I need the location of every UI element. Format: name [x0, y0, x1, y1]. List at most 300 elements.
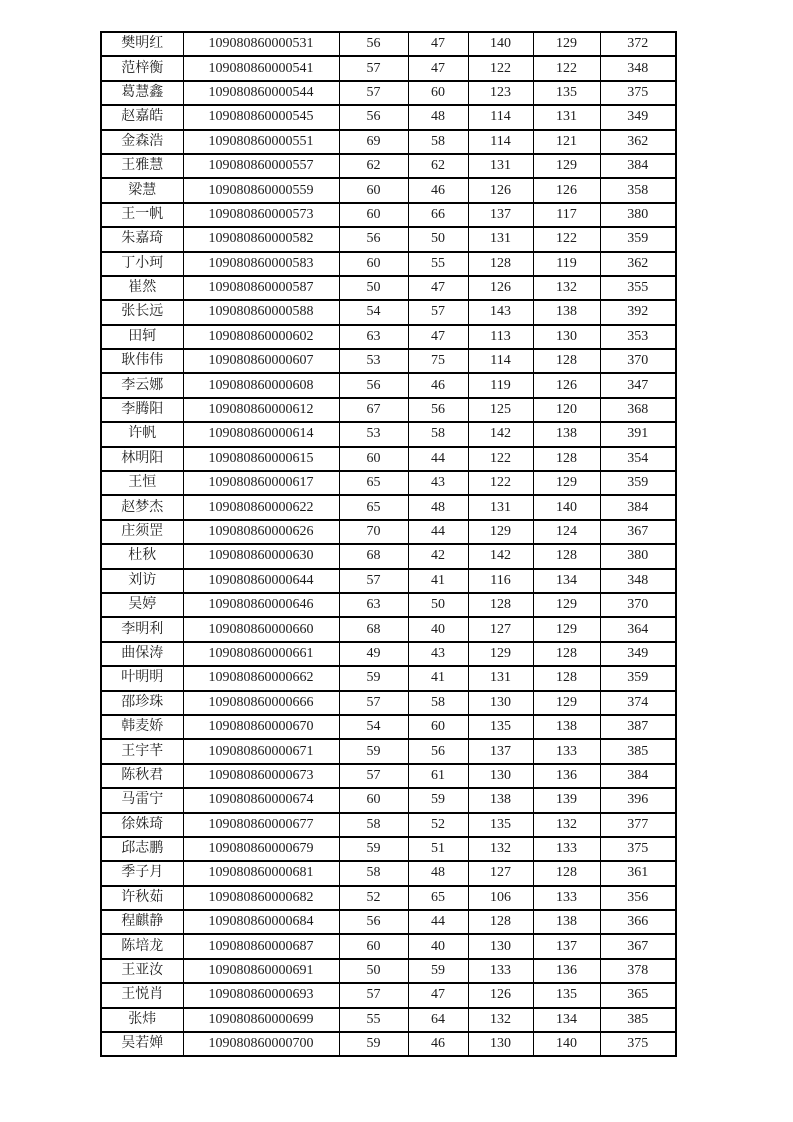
student-name-cell: 田轲 [101, 325, 183, 349]
total-score-cell: 380 [600, 544, 676, 568]
exam-number-cell: 109080860000630 [183, 544, 339, 568]
exam-number-cell: 109080860000602 [183, 325, 339, 349]
score-3-cell: 125 [468, 398, 533, 422]
score-2-cell: 46 [408, 1032, 468, 1056]
score-1-cell: 54 [339, 715, 408, 739]
total-score-cell: 359 [600, 471, 676, 495]
score-4-cell: 128 [533, 349, 600, 373]
exam-number-cell: 109080860000673 [183, 764, 339, 788]
score-3-cell: 126 [468, 276, 533, 300]
exam-number-cell: 109080860000614 [183, 422, 339, 446]
score-4-cell: 128 [533, 642, 600, 666]
total-score-cell: 384 [600, 154, 676, 178]
score-4-cell: 129 [533, 593, 600, 617]
table-row [101, 520, 676, 544]
score-1-cell: 56 [339, 227, 408, 251]
score-4-cell: 126 [533, 373, 600, 397]
table-row [101, 861, 676, 885]
score-1-cell: 62 [339, 154, 408, 178]
total-score-cell: 349 [600, 642, 676, 666]
student-name-cell: 马雷宁 [101, 788, 183, 812]
student-name-cell: 耿伟伟 [101, 349, 183, 373]
student-name-cell: 梁慧 [101, 178, 183, 202]
score-4-cell: 130 [533, 325, 600, 349]
total-score-cell: 396 [600, 788, 676, 812]
score-2-cell: 51 [408, 837, 468, 861]
table-row [101, 105, 676, 129]
table-row [101, 300, 676, 324]
score-2-cell: 44 [408, 520, 468, 544]
table-row [101, 886, 676, 910]
student-name-cell: 赵嘉皓 [101, 105, 183, 129]
student-name-cell: 朱嘉琦 [101, 227, 183, 251]
score-2-cell: 48 [408, 105, 468, 129]
score-3-cell: 128 [468, 910, 533, 934]
exam-number-cell: 109080860000666 [183, 691, 339, 715]
student-name-cell: 庄须罡 [101, 520, 183, 544]
score-2-cell: 56 [408, 398, 468, 422]
score-1-cell: 60 [339, 788, 408, 812]
total-score-cell: 385 [600, 1008, 676, 1032]
table-row [101, 983, 676, 1007]
table-row [101, 471, 676, 495]
score-2-cell: 47 [408, 983, 468, 1007]
score-3-cell: 137 [468, 739, 533, 763]
score-4-cell: 128 [533, 861, 600, 885]
score-1-cell: 57 [339, 569, 408, 593]
student-name-cell: 李云娜 [101, 373, 183, 397]
table-row [101, 81, 676, 105]
total-score-cell: 367 [600, 520, 676, 544]
score-3-cell: 130 [468, 1032, 533, 1056]
total-score-cell: 349 [600, 105, 676, 129]
exam-number-cell: 109080860000573 [183, 203, 339, 227]
score-2-cell: 66 [408, 203, 468, 227]
student-name-cell: 程麒静 [101, 910, 183, 934]
exam-number-cell: 109080860000615 [183, 447, 339, 471]
score-4-cell: 126 [533, 178, 600, 202]
exam-number-cell: 109080860000671 [183, 739, 339, 763]
score-1-cell: 69 [339, 130, 408, 154]
table-row [101, 544, 676, 568]
score-3-cell: 130 [468, 934, 533, 958]
score-3-cell: 113 [468, 325, 533, 349]
score-4-cell: 133 [533, 739, 600, 763]
exam-number-cell: 109080860000608 [183, 373, 339, 397]
score-4-cell: 129 [533, 32, 600, 56]
score-4-cell: 129 [533, 471, 600, 495]
score-4-cell: 133 [533, 886, 600, 910]
total-score-cell: 370 [600, 349, 676, 373]
total-score-cell: 362 [600, 252, 676, 276]
score-4-cell: 134 [533, 569, 600, 593]
score-4-cell: 122 [533, 227, 600, 251]
table-row [101, 203, 676, 227]
score-4-cell: 138 [533, 910, 600, 934]
score-1-cell: 53 [339, 422, 408, 446]
total-score-cell: 391 [600, 422, 676, 446]
student-name-cell: 吴婷 [101, 593, 183, 617]
score-3-cell: 132 [468, 837, 533, 861]
score-1-cell: 63 [339, 593, 408, 617]
score-2-cell: 59 [408, 959, 468, 983]
score-3-cell: 128 [468, 593, 533, 617]
score-3-cell: 119 [468, 373, 533, 397]
score-2-cell: 50 [408, 227, 468, 251]
total-score-cell: 375 [600, 837, 676, 861]
total-score-cell: 358 [600, 178, 676, 202]
total-score-cell: 374 [600, 691, 676, 715]
student-name-cell: 崔然 [101, 276, 183, 300]
table-row [101, 447, 676, 471]
total-score-cell: 365 [600, 983, 676, 1007]
score-2-cell: 55 [408, 252, 468, 276]
score-3-cell: 133 [468, 959, 533, 983]
total-score-cell: 392 [600, 300, 676, 324]
table-row [101, 1032, 676, 1056]
exam-number-cell: 109080860000684 [183, 910, 339, 934]
score-2-cell: 61 [408, 764, 468, 788]
score-3-cell: 123 [468, 81, 533, 105]
score-2-cell: 58 [408, 422, 468, 446]
score-2-cell: 41 [408, 569, 468, 593]
total-score-cell: 348 [600, 56, 676, 80]
score-1-cell: 50 [339, 959, 408, 983]
score-4-cell: 131 [533, 105, 600, 129]
score-1-cell: 65 [339, 471, 408, 495]
student-name-cell: 张炜 [101, 1008, 183, 1032]
score-3-cell: 142 [468, 544, 533, 568]
score-4-cell: 119 [533, 252, 600, 276]
table-row [101, 666, 676, 690]
score-3-cell: 131 [468, 227, 533, 251]
score-3-cell: 122 [468, 471, 533, 495]
total-score-cell: 384 [600, 764, 676, 788]
exam-number-cell: 109080860000674 [183, 788, 339, 812]
student-name-cell: 李明利 [101, 617, 183, 641]
student-name-cell: 范梓衡 [101, 56, 183, 80]
total-score-cell: 372 [600, 32, 676, 56]
table-row [101, 837, 676, 861]
score-3-cell: 114 [468, 349, 533, 373]
score-4-cell: 135 [533, 81, 600, 105]
student-name-cell: 王亚汝 [101, 959, 183, 983]
score-4-cell: 138 [533, 422, 600, 446]
score-4-cell: 117 [533, 203, 600, 227]
table-row [101, 276, 676, 300]
exam-number-cell: 109080860000644 [183, 569, 339, 593]
score-1-cell: 52 [339, 886, 408, 910]
score-1-cell: 50 [339, 276, 408, 300]
score-1-cell: 59 [339, 666, 408, 690]
total-score-cell: 368 [600, 398, 676, 422]
score-1-cell: 59 [339, 739, 408, 763]
total-score-cell: 348 [600, 569, 676, 593]
student-name-cell: 邱志鹏 [101, 837, 183, 861]
exam-number-cell: 109080860000607 [183, 349, 339, 373]
score-4-cell: 129 [533, 154, 600, 178]
table-row [101, 813, 676, 837]
total-score-cell: 364 [600, 617, 676, 641]
exam-number-cell: 109080860000670 [183, 715, 339, 739]
score-table [100, 31, 677, 1057]
score-3-cell: 131 [468, 495, 533, 519]
score-4-cell: 136 [533, 764, 600, 788]
exam-number-cell: 109080860000662 [183, 666, 339, 690]
score-3-cell: 122 [468, 447, 533, 471]
score-2-cell: 62 [408, 154, 468, 178]
score-1-cell: 57 [339, 983, 408, 1007]
exam-number-cell: 109080860000682 [183, 886, 339, 910]
exam-number-cell: 109080860000660 [183, 617, 339, 641]
score-2-cell: 52 [408, 813, 468, 837]
exam-number-cell: 109080860000677 [183, 813, 339, 837]
score-1-cell: 58 [339, 813, 408, 837]
total-score-cell: 370 [600, 593, 676, 617]
table-row [101, 495, 676, 519]
student-name-cell: 葛慧鑫 [101, 81, 183, 105]
table-row [101, 56, 676, 80]
score-1-cell: 55 [339, 1008, 408, 1032]
score-3-cell: 129 [468, 642, 533, 666]
total-score-cell: 375 [600, 81, 676, 105]
score-2-cell: 58 [408, 130, 468, 154]
score-3-cell: 131 [468, 666, 533, 690]
total-score-cell: 366 [600, 910, 676, 934]
score-3-cell: 126 [468, 983, 533, 1007]
exam-number-cell: 109080860000679 [183, 837, 339, 861]
score-1-cell: 53 [339, 349, 408, 373]
score-2-cell: 40 [408, 617, 468, 641]
table-row [101, 227, 676, 251]
score-2-cell: 56 [408, 739, 468, 763]
total-score-cell: 356 [600, 886, 676, 910]
score-4-cell: 124 [533, 520, 600, 544]
exam-number-cell: 109080860000681 [183, 861, 339, 885]
table-row [101, 788, 676, 812]
total-score-cell: 385 [600, 739, 676, 763]
score-1-cell: 60 [339, 252, 408, 276]
total-score-cell: 384 [600, 495, 676, 519]
score-3-cell: 129 [468, 520, 533, 544]
score-4-cell: 128 [533, 544, 600, 568]
score-4-cell: 132 [533, 276, 600, 300]
table-row [101, 715, 676, 739]
score-2-cell: 40 [408, 934, 468, 958]
student-name-cell: 赵梦杰 [101, 495, 183, 519]
score-4-cell: 134 [533, 1008, 600, 1032]
student-name-cell: 许秋茹 [101, 886, 183, 910]
total-score-cell: 378 [600, 959, 676, 983]
score-1-cell: 70 [339, 520, 408, 544]
table-row [101, 617, 676, 641]
score-3-cell: 106 [468, 886, 533, 910]
table-row [101, 1008, 676, 1032]
score-4-cell: 136 [533, 959, 600, 983]
score-2-cell: 60 [408, 715, 468, 739]
score-4-cell: 122 [533, 56, 600, 80]
score-1-cell: 56 [339, 373, 408, 397]
table-row [101, 178, 676, 202]
score-4-cell: 139 [533, 788, 600, 812]
table-row [101, 349, 676, 373]
table-row [101, 154, 676, 178]
score-3-cell: 126 [468, 178, 533, 202]
student-name-cell: 吴若婵 [101, 1032, 183, 1056]
total-score-cell: 354 [600, 447, 676, 471]
student-name-cell: 王宇芊 [101, 739, 183, 763]
score-2-cell: 44 [408, 447, 468, 471]
exam-number-cell: 109080860000544 [183, 81, 339, 105]
score-4-cell: 128 [533, 447, 600, 471]
exam-number-cell: 109080860000551 [183, 130, 339, 154]
student-name-cell: 邵珍珠 [101, 691, 183, 715]
score-2-cell: 48 [408, 861, 468, 885]
score-2-cell: 41 [408, 666, 468, 690]
score-3-cell: 142 [468, 422, 533, 446]
score-4-cell: 128 [533, 666, 600, 690]
table-row [101, 32, 676, 56]
student-name-cell: 杜秋 [101, 544, 183, 568]
exam-number-cell: 109080860000617 [183, 471, 339, 495]
student-name-cell: 李腾阳 [101, 398, 183, 422]
score-1-cell: 60 [339, 447, 408, 471]
student-name-cell: 王恒 [101, 471, 183, 495]
score-1-cell: 60 [339, 934, 408, 958]
exam-number-cell: 109080860000588 [183, 300, 339, 324]
table-row [101, 764, 676, 788]
score-3-cell: 116 [468, 569, 533, 593]
total-score-cell: 359 [600, 227, 676, 251]
score-2-cell: 58 [408, 691, 468, 715]
score-1-cell: 58 [339, 861, 408, 885]
table-row [101, 325, 676, 349]
score-3-cell: 140 [468, 32, 533, 56]
table-row [101, 398, 676, 422]
score-1-cell: 65 [339, 495, 408, 519]
table-row [101, 959, 676, 983]
score-4-cell: 138 [533, 300, 600, 324]
exam-number-cell: 109080860000545 [183, 105, 339, 129]
score-3-cell: 143 [468, 300, 533, 324]
score-3-cell: 138 [468, 788, 533, 812]
score-3-cell: 127 [468, 861, 533, 885]
score-4-cell: 135 [533, 983, 600, 1007]
score-4-cell: 133 [533, 837, 600, 861]
score-2-cell: 42 [408, 544, 468, 568]
exam-number-cell: 109080860000699 [183, 1008, 339, 1032]
student-name-cell: 韩麦娇 [101, 715, 183, 739]
score-2-cell: 46 [408, 178, 468, 202]
total-score-cell: 353 [600, 325, 676, 349]
total-score-cell: 377 [600, 813, 676, 837]
total-score-cell: 359 [600, 666, 676, 690]
score-3-cell: 131 [468, 154, 533, 178]
score-3-cell: 132 [468, 1008, 533, 1032]
score-3-cell: 135 [468, 813, 533, 837]
score-2-cell: 48 [408, 495, 468, 519]
student-name-cell: 金森浩 [101, 130, 183, 154]
score-3-cell: 130 [468, 691, 533, 715]
table-row [101, 422, 676, 446]
score-2-cell: 65 [408, 886, 468, 910]
score-4-cell: 140 [533, 1032, 600, 1056]
score-3-cell: 128 [468, 252, 533, 276]
exam-number-cell: 109080860000693 [183, 983, 339, 1007]
exam-number-cell: 109080860000559 [183, 178, 339, 202]
student-name-cell: 樊明红 [101, 32, 183, 56]
exam-number-cell: 109080860000557 [183, 154, 339, 178]
score-table-body [101, 32, 676, 1056]
score-1-cell: 59 [339, 837, 408, 861]
total-score-cell: 362 [600, 130, 676, 154]
table-row [101, 642, 676, 666]
score-1-cell: 54 [339, 300, 408, 324]
score-3-cell: 130 [468, 764, 533, 788]
exam-number-cell: 109080860000626 [183, 520, 339, 544]
student-name-cell: 刘访 [101, 569, 183, 593]
score-2-cell: 57 [408, 300, 468, 324]
student-name-cell: 许帆 [101, 422, 183, 446]
score-3-cell: 114 [468, 130, 533, 154]
score-4-cell: 140 [533, 495, 600, 519]
score-1-cell: 68 [339, 544, 408, 568]
score-2-cell: 44 [408, 910, 468, 934]
score-3-cell: 135 [468, 715, 533, 739]
table-row [101, 910, 676, 934]
score-3-cell: 127 [468, 617, 533, 641]
score-4-cell: 132 [533, 813, 600, 837]
score-2-cell: 47 [408, 325, 468, 349]
total-score-cell: 361 [600, 861, 676, 885]
score-1-cell: 63 [339, 325, 408, 349]
exam-number-cell: 109080860000700 [183, 1032, 339, 1056]
score-1-cell: 60 [339, 178, 408, 202]
score-2-cell: 60 [408, 81, 468, 105]
exam-number-cell: 109080860000691 [183, 959, 339, 983]
score-1-cell: 68 [339, 617, 408, 641]
table-row [101, 130, 676, 154]
student-name-cell: 王雅慧 [101, 154, 183, 178]
total-score-cell: 380 [600, 203, 676, 227]
score-4-cell: 129 [533, 617, 600, 641]
table-row [101, 934, 676, 958]
exam-number-cell: 109080860000622 [183, 495, 339, 519]
table-row [101, 569, 676, 593]
score-1-cell: 57 [339, 56, 408, 80]
score-1-cell: 49 [339, 642, 408, 666]
score-3-cell: 114 [468, 105, 533, 129]
score-1-cell: 56 [339, 910, 408, 934]
student-name-cell: 徐姝琦 [101, 813, 183, 837]
score-4-cell: 120 [533, 398, 600, 422]
student-name-cell: 陈秋君 [101, 764, 183, 788]
exam-number-cell: 109080860000587 [183, 276, 339, 300]
score-4-cell: 129 [533, 691, 600, 715]
table-row [101, 691, 676, 715]
score-2-cell: 47 [408, 276, 468, 300]
score-2-cell: 46 [408, 373, 468, 397]
table-row [101, 252, 676, 276]
exam-number-cell: 109080860000661 [183, 642, 339, 666]
score-2-cell: 43 [408, 642, 468, 666]
table-row [101, 593, 676, 617]
total-score-cell: 387 [600, 715, 676, 739]
score-4-cell: 121 [533, 130, 600, 154]
score-2-cell: 50 [408, 593, 468, 617]
table-row [101, 739, 676, 763]
score-2-cell: 43 [408, 471, 468, 495]
